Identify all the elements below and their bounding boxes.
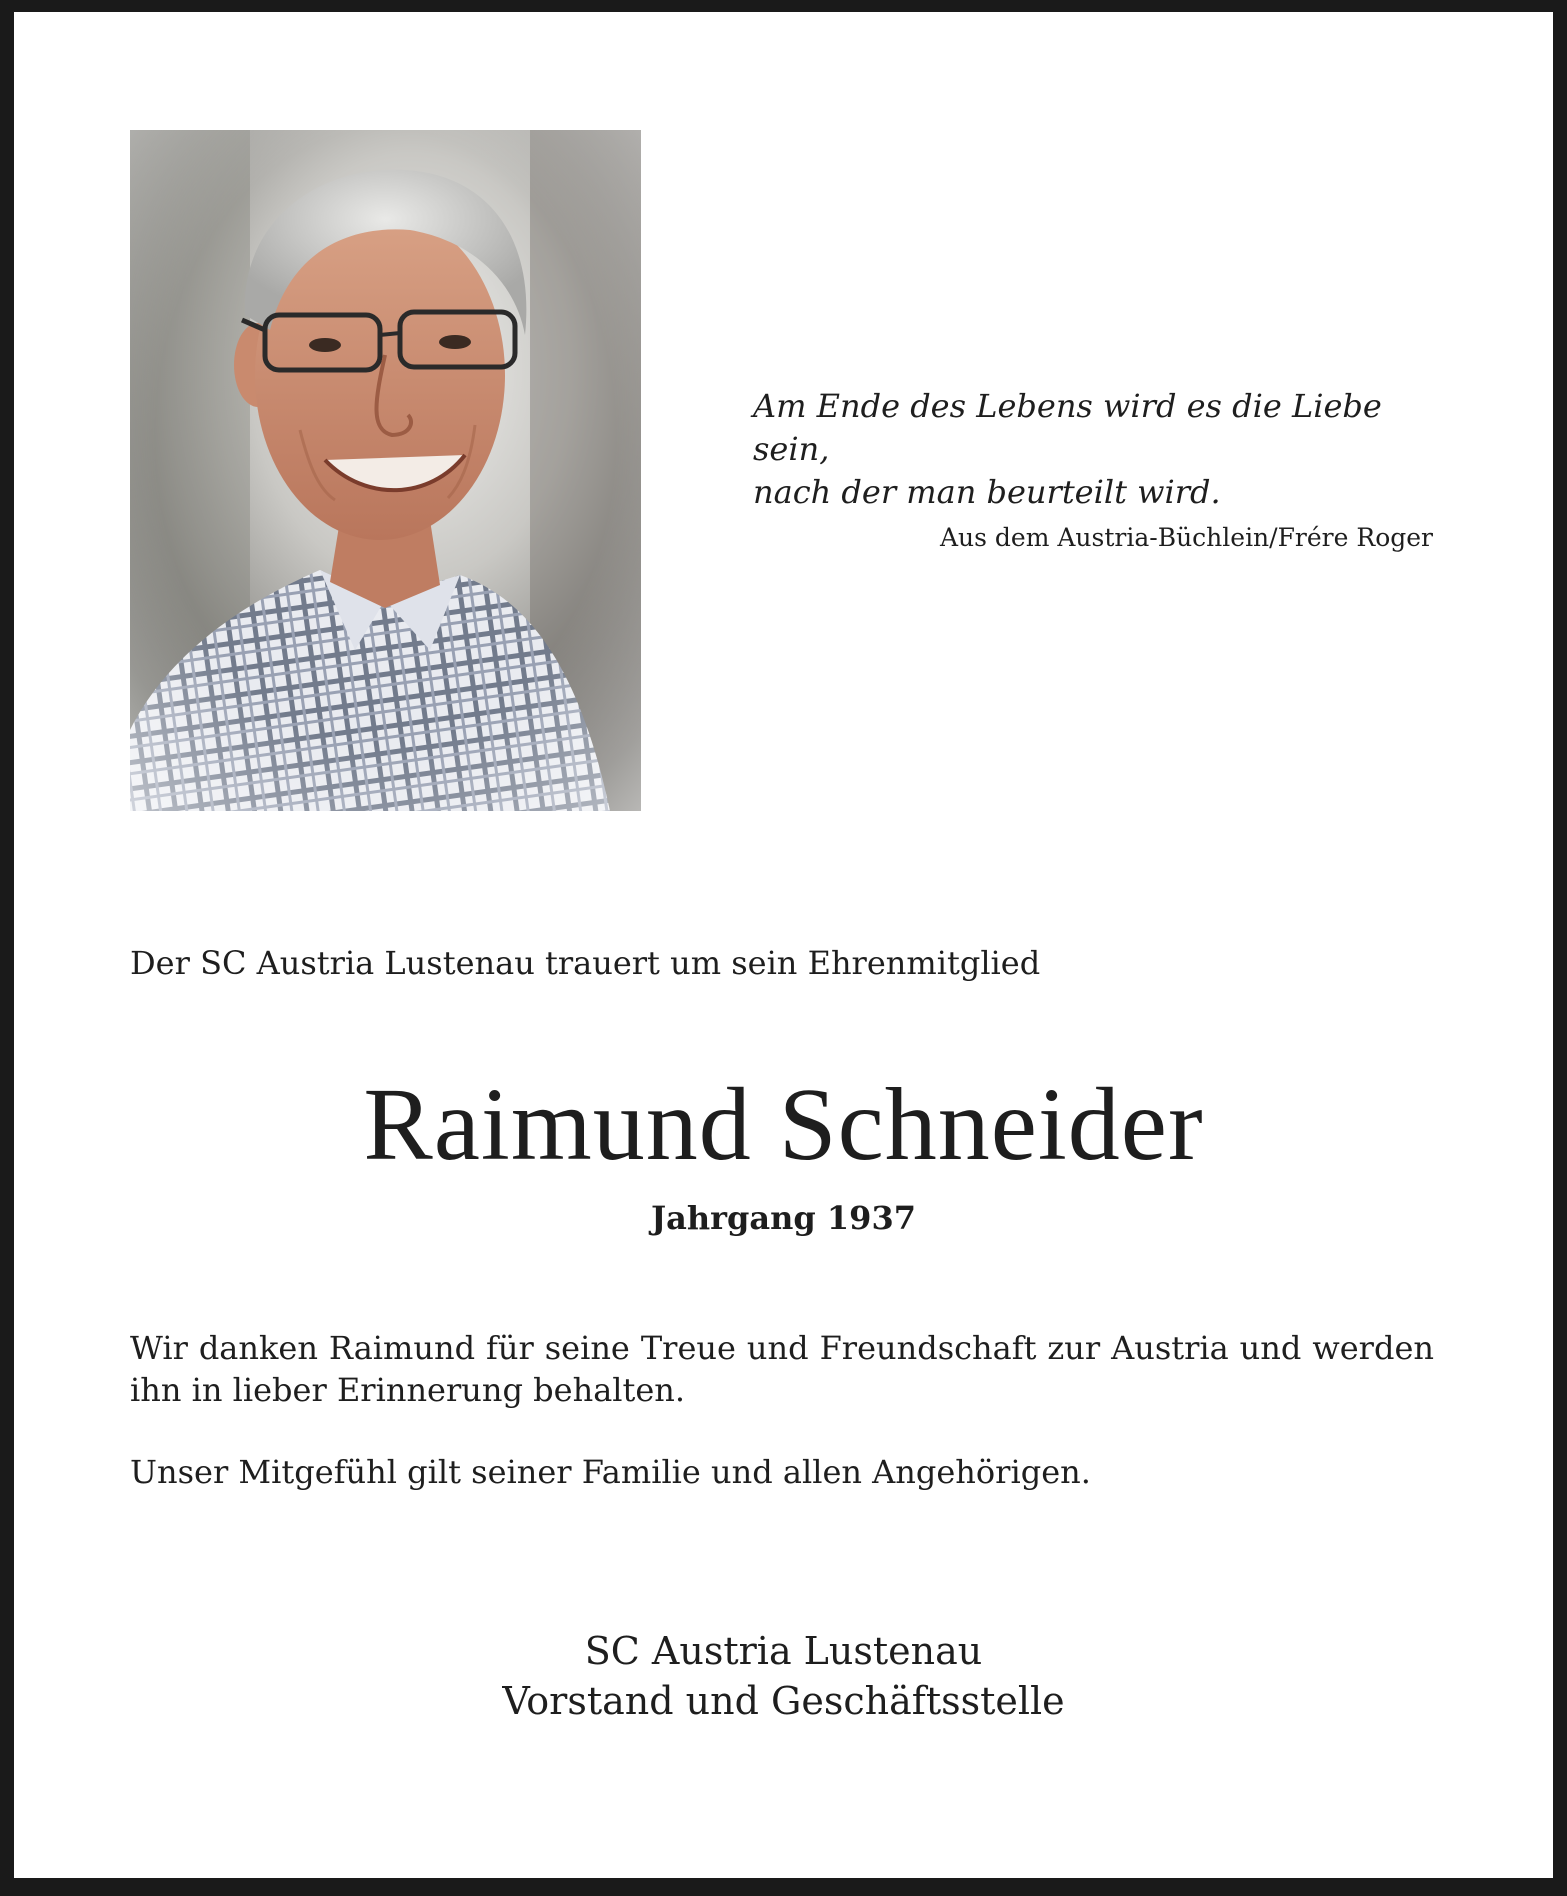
quote-source: Aus dem Austria-Büchlein/Frére Roger [939,523,1433,552]
quote-line-1: Am Ende des Lebens wird es die Liebe sein, [753,387,1382,468]
quote-line-2: nach der man beurteilt wird. [753,473,1221,511]
intro-text: Der SC Austria Lustenau trauert um sein Ehrenmitglied [130,944,1041,982]
signature-block [0,1626,1567,1726]
signature-line-1: SC Austria Lustenau [584,1629,983,1673]
body-paragraph-2: Unser Mitgefühl gilt seiner Familie und allen Angehörigen. [130,1453,1091,1491]
portrait-icon [130,130,641,811]
signature-line-2: Vorstand und Geschäftsstelle [502,1679,1065,1723]
deceased-name: Raimund Schneider [363,1067,1204,1182]
body-paragraph-1: Wir danken Raimund für seine Treue und Freundschaft zur Austria und werden ihn in lieber Erinnerung behalten. [130,1329,1434,1409]
birth-year: Jahrgang 1937 [651,1199,916,1237]
quote-block [700,385,1433,554]
condolence-body [130,1327,1434,1493]
portrait-photo [130,130,641,811]
